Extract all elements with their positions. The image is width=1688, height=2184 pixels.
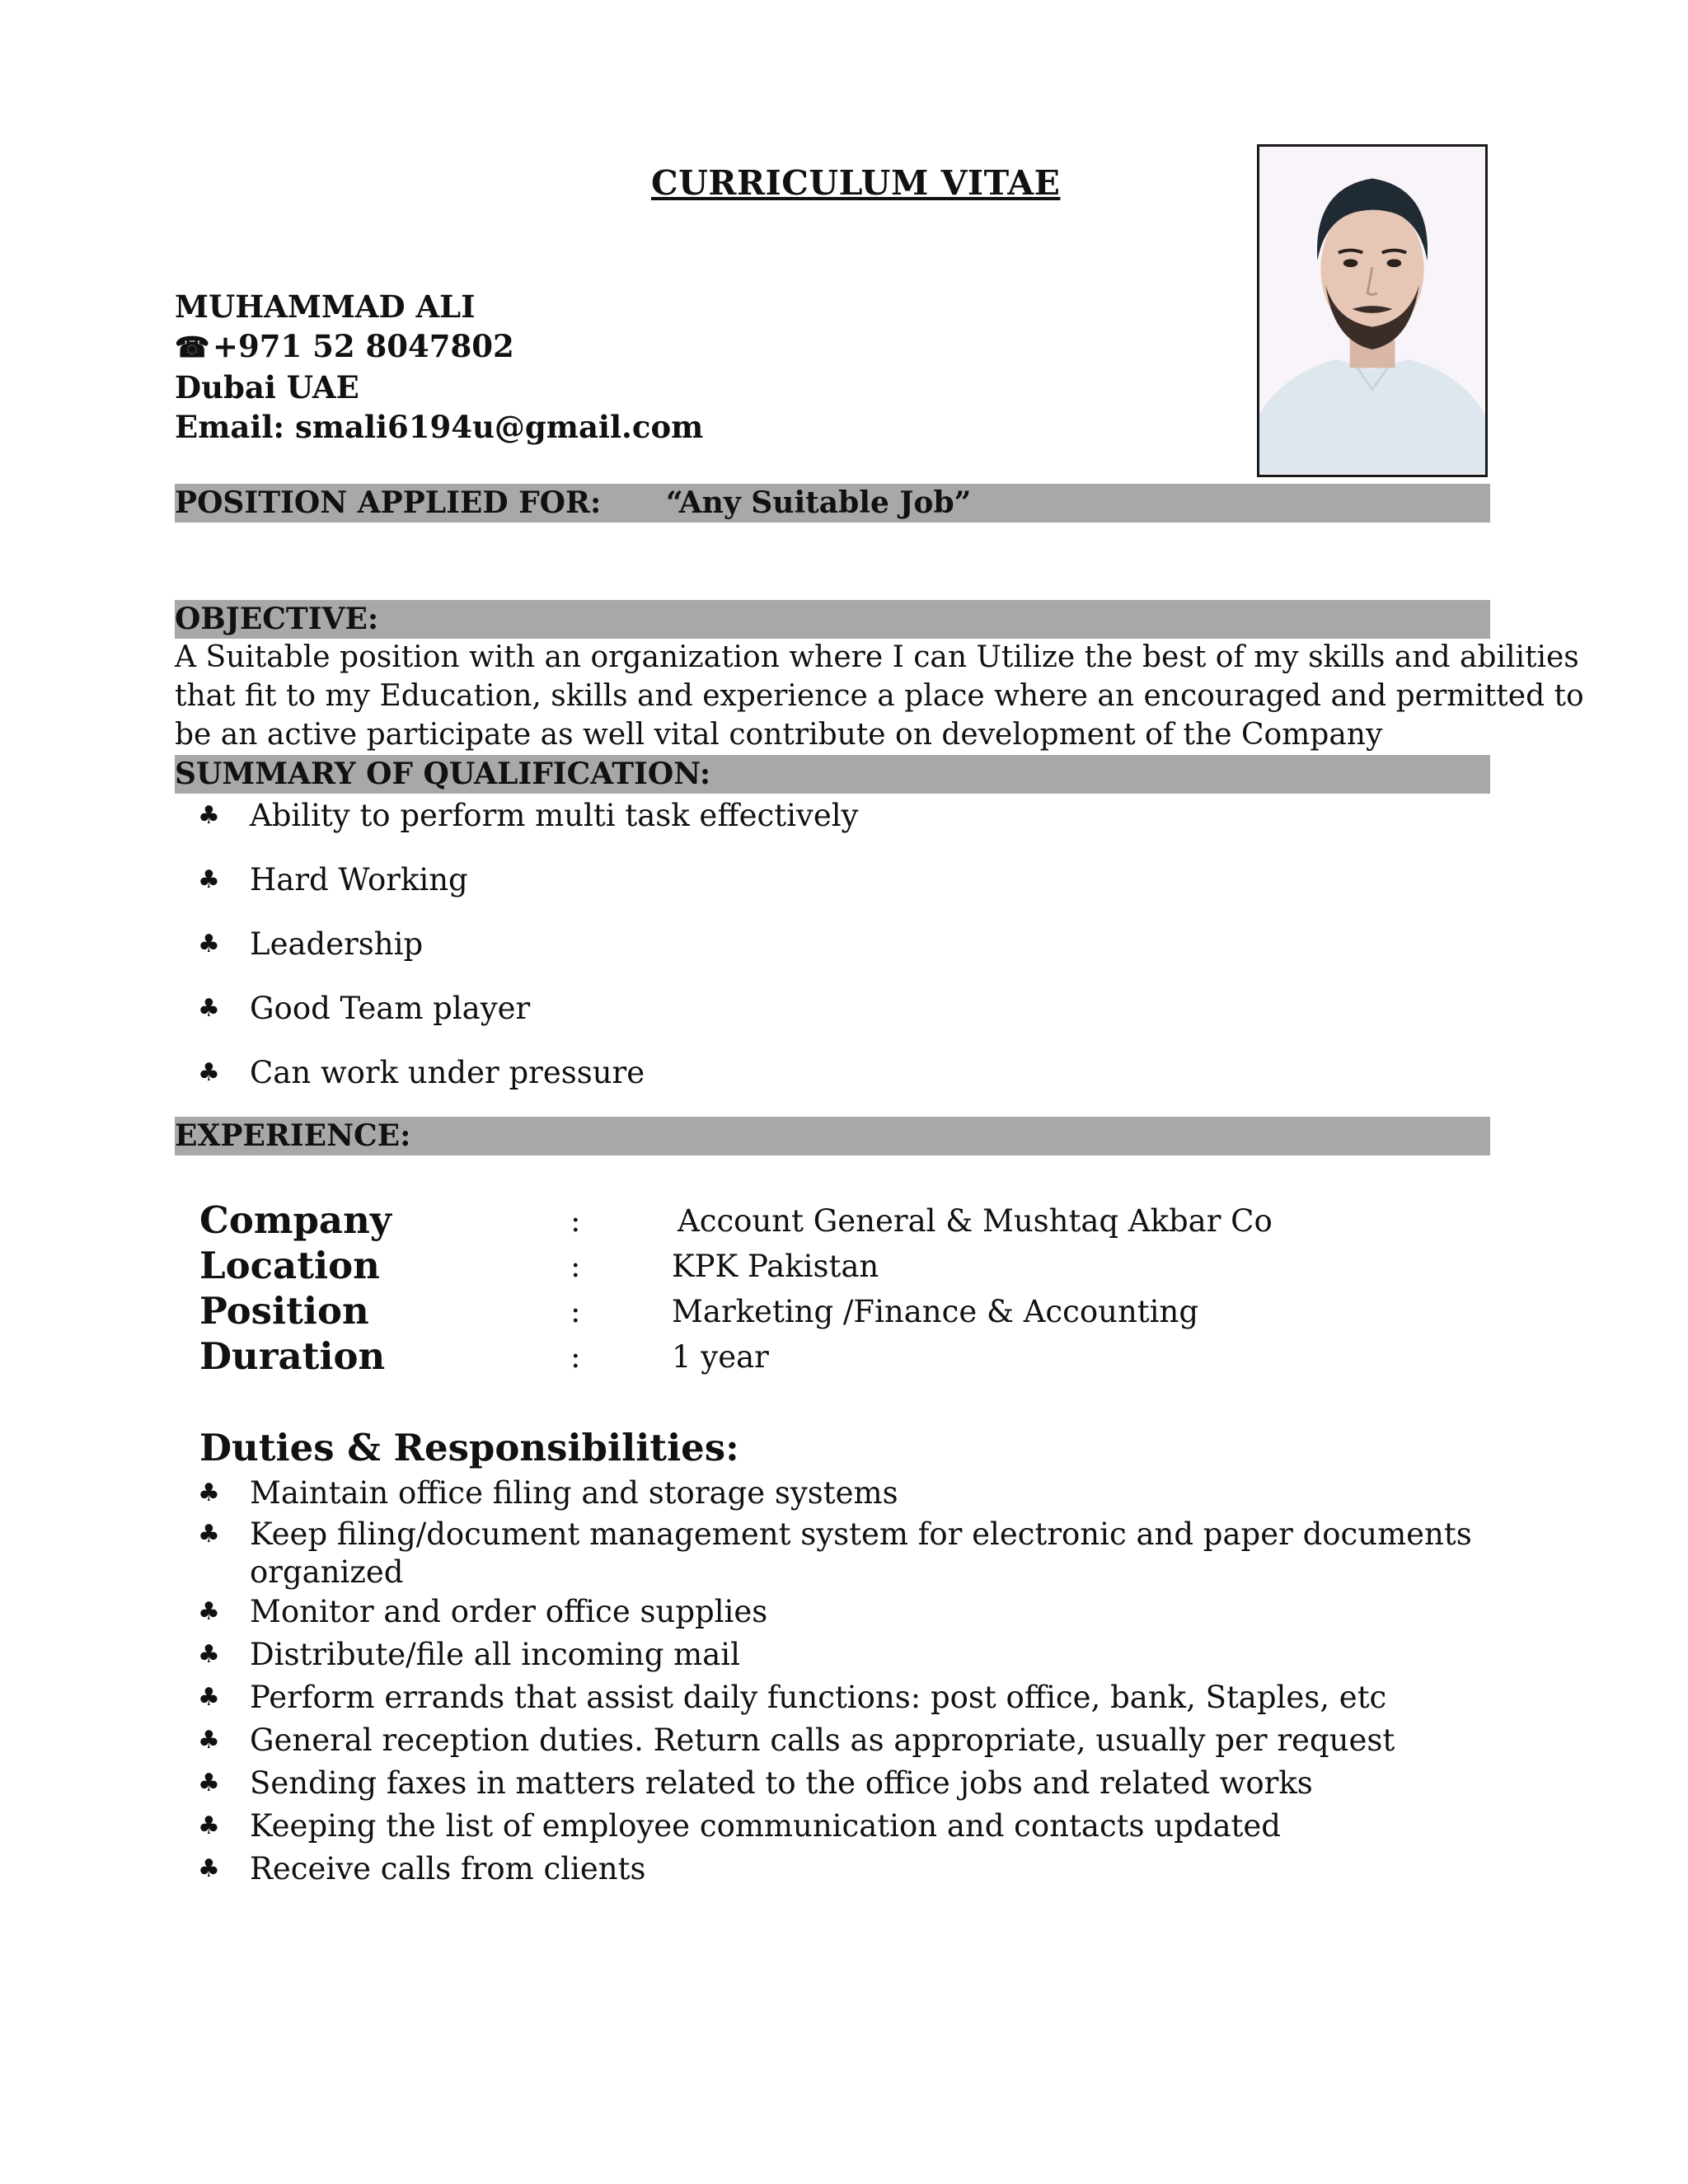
club-bullet-icon: ♣ bbox=[198, 1058, 220, 1087]
full-name: MUHAMMAD ALI bbox=[175, 288, 476, 325]
club-bullet-icon: ♣ bbox=[198, 1811, 220, 1840]
phone-icon: ☎ bbox=[175, 331, 210, 364]
duties-list bbox=[198, 1472, 1472, 1891]
experience-label: Duration bbox=[199, 1334, 386, 1378]
list-item: ♣ Sending faxes in matters related to the office jobs and related works bbox=[198, 1762, 1472, 1805]
experience-value: KPK Pakistan bbox=[672, 1249, 879, 1284]
separator: : bbox=[570, 1294, 581, 1329]
duties-heading: Duties & Responsibilities: bbox=[199, 1426, 739, 1469]
list-item-continued: organized bbox=[250, 1554, 404, 1590]
list-item: ♣ Maintain office filing and storage systems bbox=[198, 1472, 1472, 1515]
list-item: ♣ Good Team player bbox=[198, 989, 858, 1053]
summary-heading: SUMMARY OF QUALIFICATION: bbox=[175, 755, 1490, 794]
objective-line: be an active participate as well vital contribute on development of the Company bbox=[175, 718, 1383, 752]
club-bullet-icon: ♣ bbox=[198, 801, 220, 830]
list-item: ♣ Keep filing/document management system for electronic and paper documents bbox=[198, 1515, 1472, 1554]
experience-value: 1 year bbox=[672, 1339, 769, 1375]
objective-text bbox=[175, 638, 1584, 754]
club-bullet-icon: ♣ bbox=[198, 865, 220, 894]
profile-photo bbox=[1257, 144, 1488, 477]
club-bullet-icon: ♣ bbox=[198, 1520, 220, 1549]
list-item: ♣ Can work under pressure bbox=[198, 1053, 858, 1118]
objective-line: that fit to my Education, skills and experience a place where an encouraged and permitted to bbox=[175, 679, 1584, 713]
phone-number: +971 52 8047802 bbox=[213, 328, 514, 364]
list-item: ♣ Receive calls from clients bbox=[198, 1848, 1472, 1891]
separator: : bbox=[570, 1339, 581, 1375]
club-bullet-icon: ♣ bbox=[198, 1769, 220, 1797]
location: Dubai UAE bbox=[175, 369, 359, 405]
club-bullet-icon: ♣ bbox=[198, 930, 220, 958]
position-label: POSITION APPLIED FOR: bbox=[175, 485, 602, 520]
separator: : bbox=[570, 1203, 581, 1239]
experience-label: Location bbox=[199, 1244, 380, 1287]
list-item: ♣ Monitor and order office supplies bbox=[198, 1591, 1472, 1633]
list-item: ♣ Distribute/file all incoming mail bbox=[198, 1633, 1472, 1676]
club-bullet-icon: ♣ bbox=[198, 1726, 220, 1755]
separator: : bbox=[570, 1249, 581, 1284]
club-bullet-icon: ♣ bbox=[198, 1640, 220, 1669]
contact-block bbox=[175, 287, 703, 447]
email: Email: smali6194u@gmail.com bbox=[175, 409, 704, 445]
position-value: “Any Suitable Job” bbox=[666, 485, 972, 520]
list-item: ♣ Perform errands that assist daily functions: post office, bank, Staples, etc bbox=[198, 1676, 1472, 1719]
experience-label: Company bbox=[199, 1198, 392, 1242]
list-item: ♣ General reception duties. Return calls as appropriate, usually per request bbox=[198, 1719, 1472, 1762]
club-bullet-icon: ♣ bbox=[198, 994, 220, 1023]
club-bullet-icon: ♣ bbox=[198, 1683, 220, 1712]
experience-label: Position bbox=[199, 1289, 369, 1333]
experience-value: Account General & Mushtaq Akbar Co bbox=[678, 1203, 1273, 1239]
qualification-list bbox=[198, 796, 858, 1118]
position-bar bbox=[175, 484, 1490, 523]
list-item: ♣ Ability to perform multi task effectively bbox=[198, 796, 858, 860]
club-bullet-icon: ♣ bbox=[198, 1854, 220, 1883]
list-item: ♣ Leadership bbox=[198, 925, 858, 989]
experience-value: Marketing /Finance & Accounting bbox=[672, 1294, 1199, 1329]
objective-line: A Suitable position with an organization where I can Utilize the best of my skills and abilities bbox=[175, 640, 1579, 674]
objective-heading: OBJECTIVE: bbox=[175, 600, 1490, 639]
phone-line bbox=[175, 326, 703, 368]
club-bullet-icon: ♣ bbox=[198, 1597, 220, 1626]
list-item: ♣ Hard Working bbox=[198, 860, 858, 925]
page-title: CURRICULUM VITAE bbox=[651, 163, 1061, 203]
list-item: ♣ Keeping the list of employee communication and contacts updated bbox=[198, 1805, 1472, 1848]
experience-heading: EXPERIENCE: bbox=[175, 1117, 1490, 1155]
club-bullet-icon: ♣ bbox=[198, 1479, 220, 1507]
